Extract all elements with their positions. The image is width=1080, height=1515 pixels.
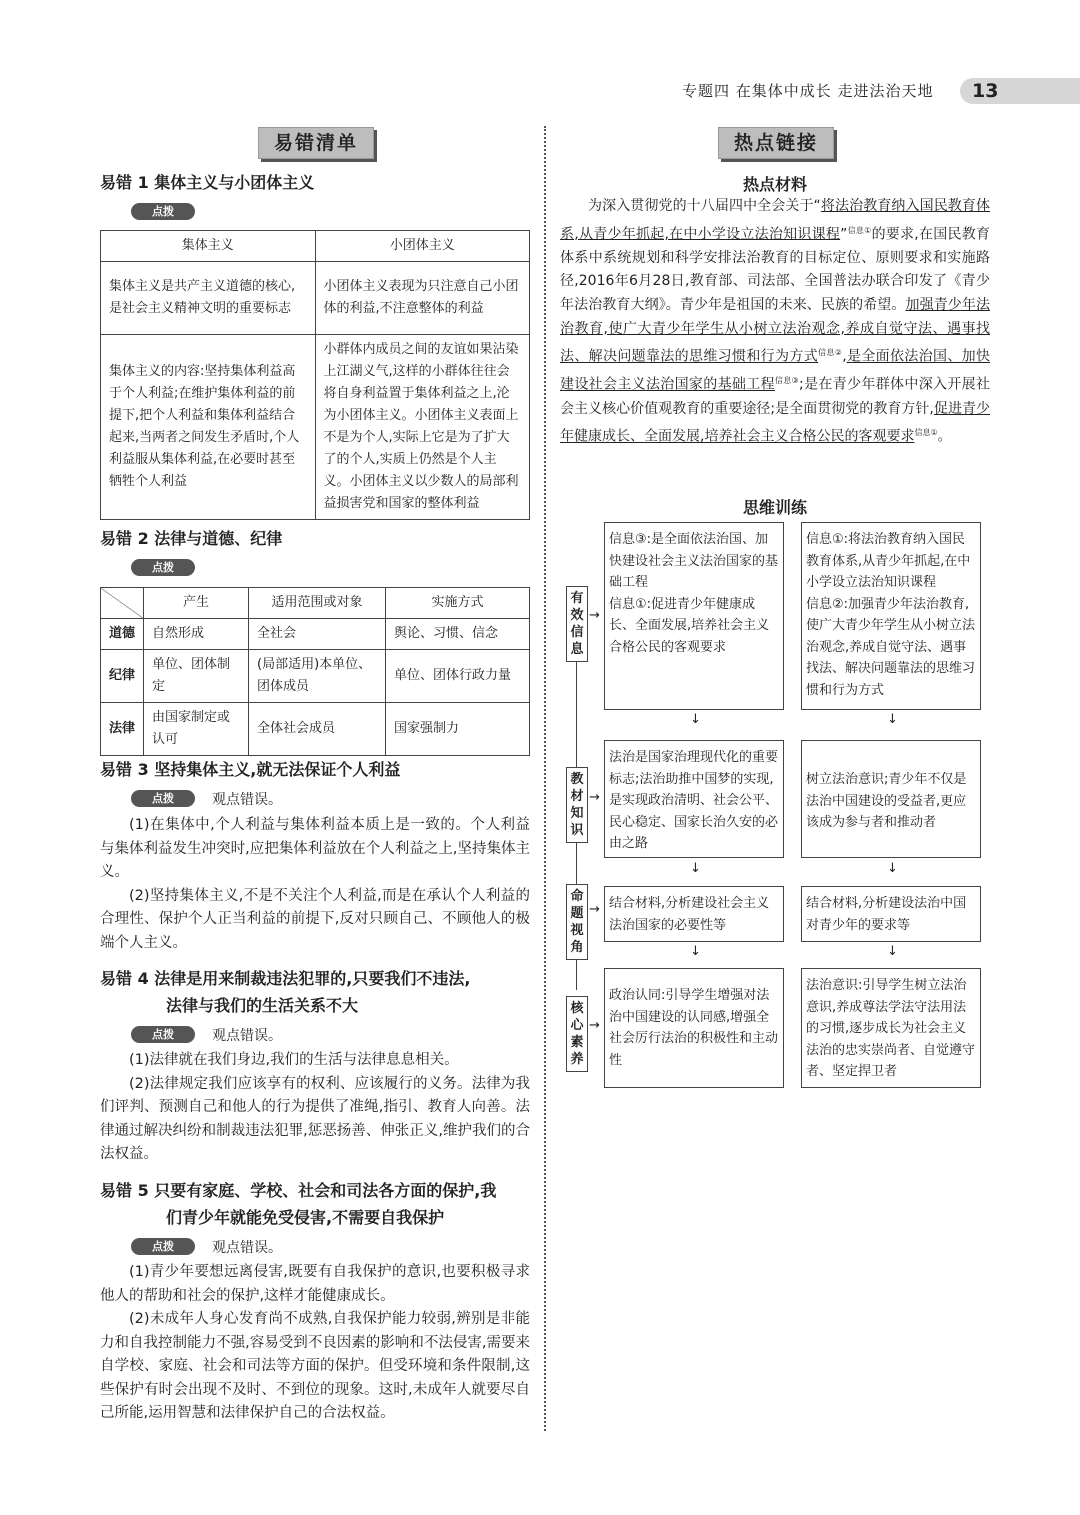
material-underline: 加强青少年法治教育,使广大青少年学生从小树立法治观念,养成自觉守法、遇事找法、解决问题靠法的思维习惯和行为方式 <box>560 297 990 365</box>
label-textbook-knowledge: 教材知识 <box>566 767 588 843</box>
box-angle-left: 结合材料,分析建设社会主义法治国家的必要性等 <box>604 886 784 942</box>
arrow-right-icon: → <box>589 790 600 805</box>
table-header: 产生 <box>144 588 249 619</box>
material-text: 为深入贯彻党的十八届四中全会关于“ <box>588 198 821 214</box>
material-title: 热点材料 <box>742 175 807 194</box>
material-underline: 是全面依法治国、加快建设社会主义法治国家的基础工程 <box>560 348 991 394</box>
item5-note: 观点错误。 <box>212 1240 282 1256</box>
item4-title-line1: 易错 4 法律是用来制裁违法犯罪的,只要我们不违法, <box>100 969 471 988</box>
table-row-header: 纪律 <box>101 650 144 703</box>
item2-table <box>100 587 530 756</box>
table-cell: 国家强制力 <box>386 703 530 756</box>
table-cell: 单位、团体行政力量 <box>386 650 530 703</box>
dianbo-badge: 点拨 <box>131 1026 195 1043</box>
item4-note: 观点错误。 <box>212 1028 282 1044</box>
table-header <box>101 588 144 619</box>
arrow-down-icon: ↓ <box>887 944 898 959</box>
info-marker: 信息② <box>818 348 843 358</box>
material-text: , <box>842 348 847 365</box>
box-core-right: 法治意识:引导学生树立法治意识,养成尊法学法守法用法的习惯,逐步成长为社会主义法治的忠实崇尚者、自觉遵守者、坚定捍卫者 <box>801 968 981 1088</box>
arrow-down-icon: ↓ <box>690 861 701 876</box>
item4-title-line2: 法律与我们的生活关系不大 <box>166 996 359 1015</box>
table-cell: 集体主义是共产主义道德的核心,是社会主义精神文明的重要标志 <box>101 262 316 335</box>
arrow-down-icon: ↓ <box>887 861 898 876</box>
item4-para: (2)法律规定我们应该享有的权利、应该履行的义务。法律为我们评判、预测自己和他人的行为提供了准绳,指引、教育人向善。法律通过解决纠纷和制裁违法犯罪,惩恶扬善、伸张正义,维护我们的合法权益。 <box>100 1075 530 1162</box>
arrow-right-icon: → <box>589 902 600 917</box>
table-cell: 全体社会成员 <box>249 703 386 756</box>
thinking-title: 思维训练 <box>742 498 807 517</box>
label-core-literacy: 核心素养 <box>566 996 588 1072</box>
running-header: 专题四 在集体中成长 走进法治天地 <box>682 82 934 100</box>
table-header: 小团体主义 <box>315 231 530 262</box>
dianbo-badge: 点拨 <box>131 790 195 807</box>
dianbo-badge: 点拨 <box>131 1238 195 1255</box>
table-cell: 单位、团体制定 <box>144 650 249 703</box>
arrow-right-icon: → <box>589 1018 600 1033</box>
table-cell: 小群体内成员之间的友谊如果沾染上江湖义气,这样的小群体往往会将自身利益置于集体利益之上,沦为小团体主义。小团体主义表面上不是为个人,实际上它是为了扩大了的个人,实质上仍然是个人主义。小团体主义以少数人的局部利益损害党和国家的整体利益 <box>315 335 530 520</box>
item5-para: (1)青少年要想远离侵害,既要有自我保护的意识,也要积极寻求他人的帮助和社会的保护,这样才能健康成长。 <box>100 1264 530 1304</box>
material-underline: 将法治教育纳入国民教育体系,从青少年抓起,在中小学设立法治知识课程 <box>560 198 990 243</box>
label-effective-info: 有效信息 <box>566 586 588 662</box>
info-marker: 信息① <box>847 225 872 235</box>
table-header: 集体主义 <box>101 231 316 262</box>
table-cell: 集体主义的内容:坚持集体利益高于个人利益;在维护集体利益的前提下,把个人利益和集体利益结合起来,当两者之间发生矛盾时,个人利益服从集体利益,在必要时甚至牺牲个人利益 <box>101 335 316 520</box>
item5-title-line2: 们青少年就能免受侵害,不需要自我保护 <box>166 1208 445 1227</box>
material-text: 。 <box>937 428 952 445</box>
table-cell: 由国家制定或认可 <box>144 703 249 756</box>
box-angle-right: 结合材料,分析建设法治中国对青少年的要求等 <box>801 886 981 942</box>
box-info-right: 信息①:将法治教育纳入国民教育体系,从青少年抓起,在中小学设立法治知识课程 信息②:加强青少年法治教育,使广大青少年学生从小树立法治观念,养成自觉守法、遇事找法、解决问题靠法的思维习惯和行为方式 <box>801 522 981 710</box>
material-text: ;是在青少年群体中深入开展社会主义核心价值观教育的重要途径;是全面贯彻党的教育方针, <box>560 377 991 417</box>
arrow-down-icon: ↓ <box>887 712 898 727</box>
item1-title: 易错 1 集体主义与小团体主义 <box>100 173 315 192</box>
item3-title: 易错 3 坚持集体主义,就无法保证个人利益 <box>100 760 401 779</box>
info-marker: 信息① <box>914 428 938 438</box>
table-cell: 小团体主义表现为只注意自己小团体的利益,不注意整体的利益 <box>315 262 530 335</box>
material-paragraph <box>560 195 990 450</box>
page-number: 13 <box>972 80 999 102</box>
arrow-down-icon: ↓ <box>690 712 701 727</box>
material-text: 的要求,在国民教育体系中系统规划和科学安排法治教育的目标定位、原则要求和实施路径,2016年6月28日,教育部、司法部、全国普法办联合印发了《青少年法治教育大纲》。青少年是祖国的未来、民族的希望。 <box>560 226 991 314</box>
material-text: ” <box>840 226 848 243</box>
item4-para: (1)法律就在我们身边,我们的生活与法律息息相关。 <box>129 1052 459 1068</box>
box-knowledge-left: 法治是国家治理现代化的重要标志;法治助推中国梦的实现,是实现政治清明、社会公平、民心稳定、国家长治久安的必由之路 <box>604 740 784 858</box>
column-divider <box>544 126 546 1431</box>
arrow-right-icon: → <box>589 608 600 623</box>
dianbo-badge: 点拨 <box>131 559 195 576</box>
box-info-left: 信息③:是全面依法治国、加快建设社会主义法治国家的基础工程 信息①:促进青少年健康成长、全面发展,培养社会主义合格公民的客观要求 <box>604 522 784 710</box>
section-title-hot: 热点链接 <box>718 127 834 159</box>
dianbo-badge: 点拨 <box>131 203 195 220</box>
table-row-header: 道德 <box>101 619 144 650</box>
table-header: 适用范围或对象 <box>249 588 386 619</box>
item3-para: (1)在集体中,个人利益与集体利益本质上是一致的。个人利益与集体利益发生冲突时,应把集体利益放在个人利益之上,坚持集体主义。 <box>100 817 530 880</box>
item1-table <box>100 230 530 520</box>
info-marker: 信息③ <box>774 376 800 386</box>
material-underline: 促进青少年健康成长、全面发展,培养社会主义合格公民的客观要求 <box>560 400 990 445</box>
box-knowledge-right: 树立法治意识;青少年不仅是法治中国建设的受益者,更应该成为参与者和推动者 <box>801 740 981 858</box>
item5-para: (2)未成年人身心发育尚不成熟,自我保护能力较弱,辨别是非能力和自我控制能力不强,容易受到不良因素的影响和不法侵害,需要来自学校、家庭、社会和司法等方面的保护。但受环境和条件限制,这些保护有时会出现不及时、不到位的现象。这时,未成年人就要尽自己所能,运用智慧和法律保护自己的合法权益。 <box>100 1311 530 1421</box>
item3-note: 观点错误。 <box>212 792 282 808</box>
table-cell: 全社会 <box>249 619 386 650</box>
table-cell: 自然形成 <box>144 619 249 650</box>
section-title-errors: 易错清单 <box>258 127 374 159</box>
table-header: 实施方式 <box>386 588 530 619</box>
item3-para: (2)坚持集体主义,不是不关注个人利益,而是在承认个人利益的合理性、保护个人正当利益的前提下,反对只顾自己、不顾他人的极端个人主义。 <box>100 887 530 951</box>
arrow-down-icon: ↓ <box>690 944 701 959</box>
item2-title: 易错 2 法律与道德、纪律 <box>100 529 283 548</box>
table-row-header: 法律 <box>101 703 144 756</box>
table-cell: 舆论、习惯、信念 <box>386 619 530 650</box>
box-core-left: 政治认同:引导学生增强对法治中国建设的认同感,增强全社会厉行法治的积极性和主动性 <box>604 968 784 1088</box>
table-cell: (局部适用)本单位、团体成员 <box>249 650 386 703</box>
item5-title-line1: 易错 5 只要有家庭、学校、社会和司法各方面的保护,我 <box>100 1181 497 1200</box>
label-question-angle: 命题视角 <box>566 884 588 960</box>
